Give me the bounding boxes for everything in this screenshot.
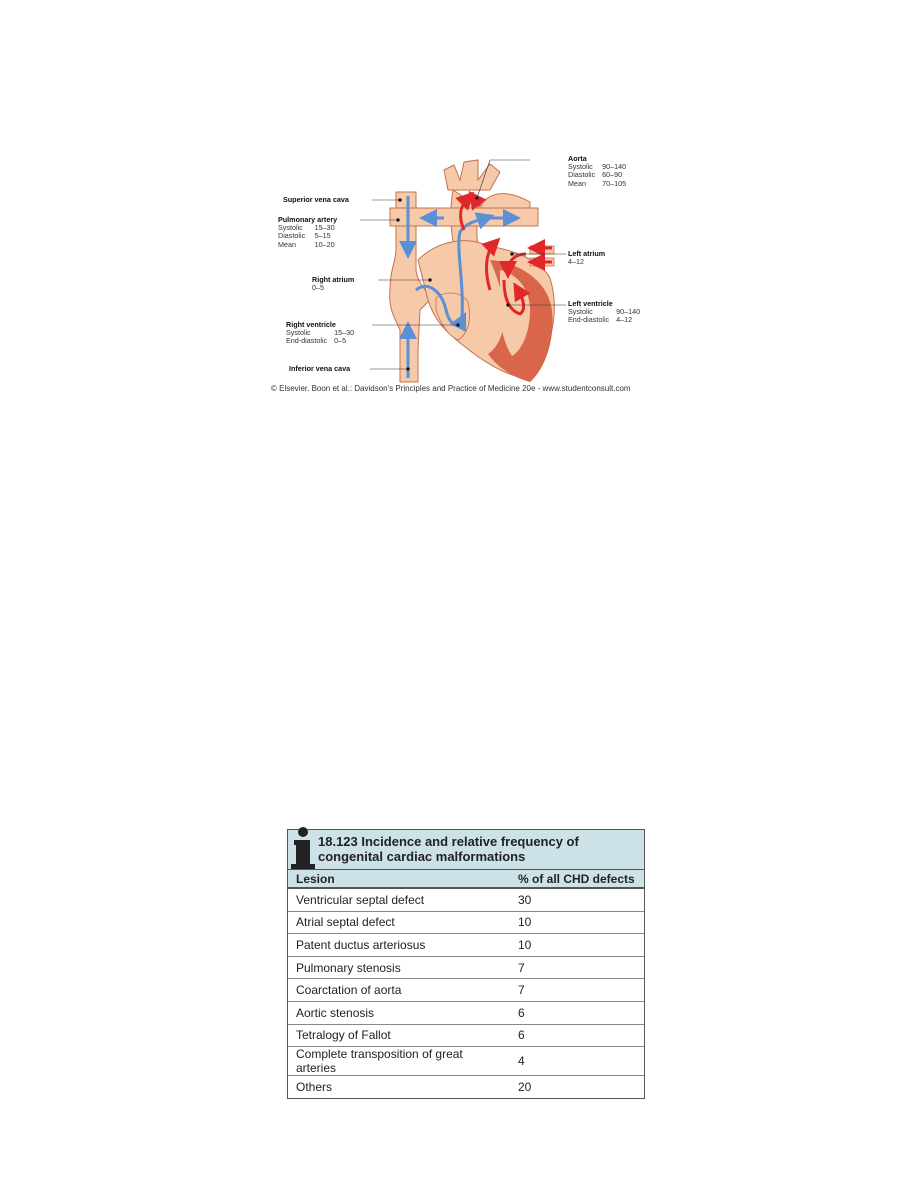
lesion-cell: Others: [288, 1076, 512, 1098]
label-inferior-vena-cava: Inferior vena cava: [289, 364, 351, 373]
lesion-cell: Coarctation of aorta: [288, 979, 512, 1002]
heart-pressure-diagram: [268, 150, 668, 400]
chd-frequency-infobox: [287, 829, 645, 1099]
figure-caption: © Elsevier. Boon et al.: Davidson's Principles and Practice of Medicine 20e - www.studentconsult.com: [271, 384, 631, 393]
lesion-cell: Aortic stenosis: [288, 1001, 512, 1024]
table-row: [288, 1024, 644, 1047]
col-header-percent: % of all CHD defects: [512, 870, 644, 888]
label-right-ventricle: Right ventricle Systolic 15–30 End-diastolic 0–5: [286, 320, 355, 346]
table-header-row: [288, 870, 644, 888]
table-row: [288, 1001, 644, 1024]
chd-table: [288, 870, 644, 1098]
label-right-atrium: Right atrium 0–5: [312, 275, 355, 293]
label-left-ventricle: Left ventricle Systolic 90–140 End-diastolic 4–12: [568, 299, 641, 325]
lesion-cell: Tetralogy of Fallot: [288, 1024, 512, 1047]
label-left-atrium: Left atrium 4–12: [568, 249, 606, 267]
table-row: [288, 911, 644, 934]
label-pulmonary-artery: Pulmonary artery Systolic 15–30 Diastolic 5–15 Mean 10–20: [278, 215, 338, 249]
lesion-cell: Complete transposition of great arteries: [288, 1047, 512, 1076]
table-row: [288, 979, 644, 1002]
table-row: [288, 888, 644, 911]
percent-cell: 30: [518, 892, 532, 907]
infobox-title: 18.123 Incidence and relative frequency of congenital cardiac malformations: [318, 834, 579, 864]
lesion-cell: Pulmonary stenosis: [288, 956, 512, 979]
percent-cell: 4: [512, 1047, 644, 1076]
percent-cell: 6: [512, 1001, 644, 1024]
lesion-cell: Ventricular septal defect: [296, 892, 425, 907]
label-aorta: Aorta Systolic 90–140 Diastolic 60–90 Mean 70–105: [568, 154, 627, 188]
percent-cell: 10: [512, 911, 644, 934]
infobox-header: [288, 830, 644, 870]
table-row: [288, 956, 644, 979]
percent-cell: 20: [512, 1076, 644, 1098]
info-i-icon: [290, 826, 316, 869]
table-row: [288, 934, 644, 957]
table-row: [288, 1047, 644, 1076]
label-superior-vena-cava: Superior vena cava: [283, 195, 349, 204]
lesion-cell: Patent ductus arteriosus: [288, 934, 512, 957]
percent-cell: 7: [512, 979, 644, 1002]
lesion-cell: Atrial septal defect: [288, 911, 512, 934]
col-header-lesion: Lesion: [288, 870, 512, 888]
percent-cell: 6: [512, 1024, 644, 1047]
percent-cell: 10: [512, 934, 644, 957]
percent-cell: 7: [512, 956, 644, 979]
table-row: [288, 1076, 644, 1098]
